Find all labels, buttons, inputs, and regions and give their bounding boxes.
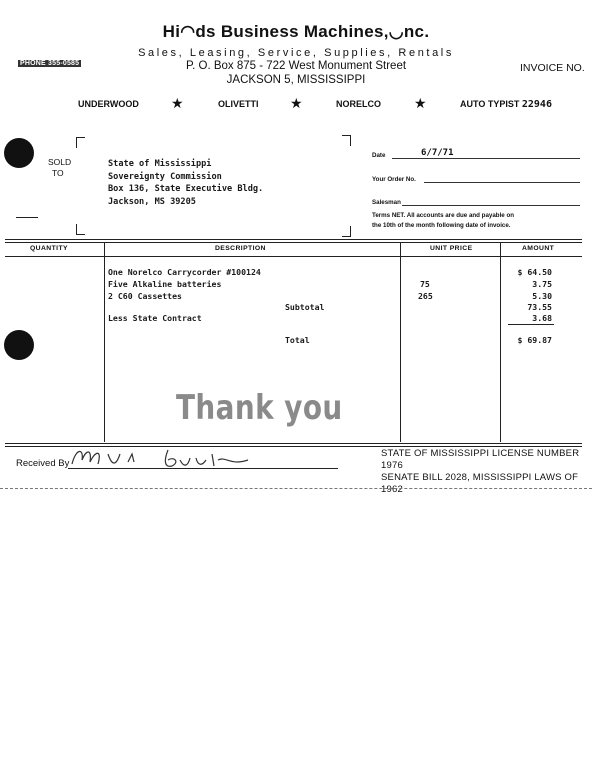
- invoice-number-label: INVOICE NO.: [520, 62, 585, 74]
- punch-hole-top: [4, 138, 34, 168]
- table-top-rule-inner: [5, 242, 582, 243]
- salesman-label: Salesman: [372, 199, 401, 206]
- line-item-description: Less State Contract: [108, 313, 202, 323]
- license-line: SENATE BILL 2028, MISSISSIPPI LAWS OF 1962: [381, 472, 579, 495]
- brand-auto-typist: [460, 99, 552, 110]
- sold-to-label: [48, 157, 71, 179]
- table-bottom-rule: [5, 443, 582, 444]
- bracket-bottom-right: [342, 226, 351, 237]
- margin-rule: [16, 217, 38, 218]
- line-item-amount: 3.68: [532, 313, 552, 323]
- line-item-amount: 5.30: [532, 291, 552, 301]
- date-value: 6/7/71: [421, 148, 454, 158]
- date-label: Date: [372, 152, 386, 159]
- date-rule: [392, 158, 580, 159]
- table-header-rule: [5, 256, 582, 257]
- addressee-line: Box 136, State Executive Bldg.: [108, 184, 264, 194]
- punch-hole-bottom: [4, 330, 34, 360]
- auto-typist-number: 22946: [521, 99, 552, 110]
- subtotal-label: Subtotal: [285, 302, 325, 312]
- bracket-top-right: [342, 135, 351, 146]
- order-number-label: Your Order No.: [372, 176, 416, 183]
- services-line: Sales, Leasing, Service, Supplies, Rentals: [138, 47, 454, 59]
- sold-label: SOLD: [48, 157, 72, 167]
- column-divider: [400, 242, 401, 442]
- order-number-rule: [424, 182, 580, 183]
- terms-line: the 10th of the month following date of invoice.: [372, 222, 511, 229]
- amount-column-header: AMOUNT: [522, 245, 555, 252]
- page-bottom-rule: [0, 488, 592, 489]
- star-icon: ★: [414, 95, 427, 111]
- to-label: TO: [52, 168, 64, 178]
- received-by-label: Received By: [16, 458, 70, 469]
- brand-olivetti: OLIVETTI: [218, 99, 259, 109]
- column-divider: [500, 242, 501, 442]
- payment-terms: [372, 211, 514, 231]
- total-amount: $ 69.87: [517, 335, 552, 345]
- line-item-unit-price: 75: [420, 279, 430, 289]
- bracket-top-left: [76, 137, 85, 148]
- phone-number: PHONE 355-0585: [20, 60, 80, 67]
- brand-auto-typist-label: AUTO TYPIST: [460, 99, 520, 109]
- line-item-unit-price: 265: [418, 291, 433, 301]
- quantity-column-header: QUANTITY: [30, 245, 68, 252]
- star-icon: ★: [171, 95, 184, 111]
- city-line: JACKSON 5, MISSISSIPPI: [226, 74, 366, 86]
- addressee-block: [108, 158, 263, 208]
- brand-norelco: NORELCO: [336, 99, 381, 109]
- terms-line: Terms NET. All accounts are due and payable on: [372, 212, 515, 219]
- addressee-line: State of Mississippi: [108, 159, 212, 169]
- line-item-description: One Norelco Carrycorder #100124: [108, 267, 261, 277]
- address-line: P. O. Box 875 - 722 West Monument Street: [185, 60, 407, 72]
- bracket-bottom-left: [76, 224, 85, 235]
- salesman-rule: [402, 205, 580, 206]
- addressee-line: Sovereignty Commission: [108, 171, 222, 182]
- signature-graphic: [68, 446, 268, 472]
- total-label: Total: [285, 335, 310, 345]
- unit-price-column-header: UNIT PRICE: [430, 245, 473, 252]
- brand-underwood: UNDERWOOD: [78, 99, 139, 109]
- license-line: STATE OF MISSISSIPPI LICENSE NUMBER 1976: [381, 448, 580, 471]
- thank-you-stamp: Thank you: [176, 388, 343, 428]
- line-item-amount: $ 64.50: [517, 267, 552, 277]
- line-item-description: 2 C60 Cassettes: [108, 291, 182, 301]
- subtotal-amount: 73.55: [527, 302, 552, 312]
- total-underline: [508, 324, 554, 325]
- description-column-header: DESCRIPTION: [215, 245, 266, 252]
- table-top-rule: [5, 239, 582, 240]
- company-name: Hi◠ds Business Machines,◡nc.: [162, 22, 430, 41]
- line-item-amount: 3.75: [532, 279, 552, 289]
- line-item-description: Five Alkaline batteries: [108, 279, 222, 289]
- star-icon: ★: [290, 95, 303, 111]
- column-divider: [104, 242, 105, 442]
- addressee-line: Jackson, MS 39205: [108, 196, 196, 207]
